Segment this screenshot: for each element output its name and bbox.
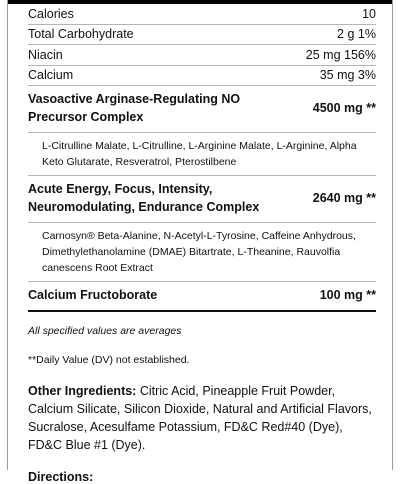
- other-ingredients-label: Other Ingredients:: [28, 384, 137, 398]
- blend-header-vasoactive: [28, 86, 376, 133]
- nutrient-amount: 25 mg 156%: [305, 47, 376, 62]
- nutrient-name: Niacin: [28, 47, 63, 62]
- nutrient-row-total-carbohydrate: [28, 25, 376, 46]
- nutrient-name: Calories: [28, 6, 74, 21]
- nutrient-amount: 10: [362, 6, 376, 21]
- blend-ingredients-vasoactive: L-Citrulline Malate, L-Citrulline, L-Arginine Malate, L-Arginine, Alpha Keto Glutarate, Resveratrol, Pterostilbene: [28, 133, 376, 176]
- nutrient-name: Total Carbohydrate: [28, 27, 134, 42]
- blend-name: Vasoactive Arginase-Regulating NO Precursor Complex: [28, 92, 241, 124]
- facts-content: [28, 4, 376, 484]
- ingredient-amount: 100 mg **: [319, 288, 376, 302]
- nutrient-dv: 3%: [357, 68, 376, 83]
- nutrient-dv: 156%: [344, 47, 376, 62]
- blend-name: Acute Energy, Focus, Intensity, Neuromodulating, Endurance Complex: [28, 182, 260, 214]
- blend-ingredients-acute-energy: Carnosyn® Beta-Alanine, N-Acetyl-L-Tyrosine, Caffeine Anhydrous, Dimethylethanolamine (DMAE) Bitartrate, L-Theanine, Rauvolfia canescens Root Extract: [28, 223, 376, 282]
- nutrient-name: Calcium: [28, 68, 74, 83]
- ingredient-name: Calcium Fructoborate: [28, 288, 158, 302]
- calcium-fructoborate-row: [28, 282, 376, 312]
- nutrient-row-niacin: [28, 45, 376, 66]
- blend-amount: 4500 mg **: [312, 101, 376, 115]
- nutrient-amount: 35 mg 3%: [319, 68, 376, 83]
- nutrient-row-calories: [28, 4, 376, 25]
- other-ingredients: [28, 382, 376, 454]
- other-ingredients-text: Citric Acid, Pineapple Fruit Powder, Calcium Silicate, Silicon Dioxide, Natural and Artificial Flavors, Sucralose, Acesulfame Potassium, FD&C Red#40 (Dye), FD&C Blue #1 (Dye).: [28, 384, 372, 452]
- supplement-facts-panel: [7, 0, 393, 484]
- blend-amount: 2640 mg **: [312, 191, 376, 205]
- nutrient-dv: 1%: [357, 27, 376, 42]
- directions-heading: Directions:: [28, 470, 94, 484]
- daily-value-note: **Daily Value (DV) not established.: [28, 354, 190, 366]
- blend-header-acute-energy: [28, 176, 376, 223]
- nutrient-amount: 2 g 1%: [337, 27, 376, 42]
- averages-note: All specified values are averages: [28, 325, 182, 337]
- nutrient-row-calcium: [28, 66, 376, 87]
